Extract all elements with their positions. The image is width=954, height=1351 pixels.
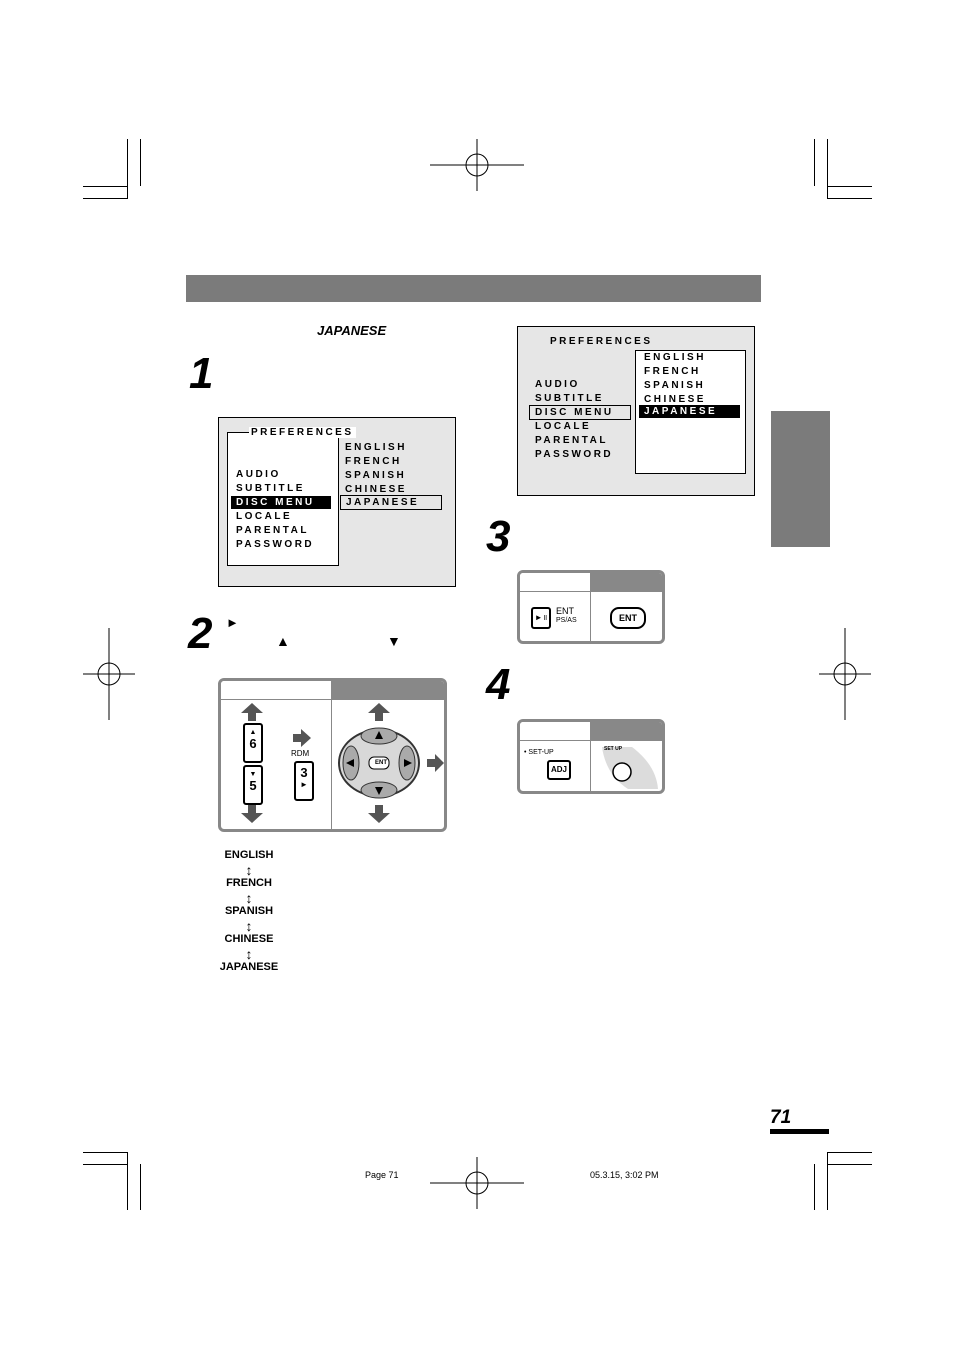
osd-item-password: PASSWORD [236,539,315,550]
osd-title: PREFERENCES [550,336,653,347]
chapter-side-tab [771,411,830,547]
osd-item-disc-menu: DISC MENU [529,405,631,420]
cycle-english: ENGLISH [224,849,274,861]
osd-item-subtitle: SUBTITLE [535,393,604,404]
up-arrow-icon [241,703,263,721]
setup-label: • SET-UP [524,749,554,756]
step-number-4: 4 [486,660,511,709]
osd-lang-japanese: JAPANESE [340,495,442,510]
intro-language-label: JAPANESE [317,323,387,338]
ent-button[interactable]: ENT [610,607,646,629]
osd-lang-french: FRENCH [345,456,402,467]
ps-as-label: PS/AS [556,617,577,624]
osd-item-locale: LOCALE [535,421,592,432]
footer-page-label: Page 71 [365,1170,399,1180]
down-arrow-icon [241,805,263,823]
cycle-arrow-icon: ↕ [245,890,253,906]
osd-item-parental: PARENTAL [535,435,608,446]
registration-mark-left [83,628,135,720]
play-pause-icon[interactable]: ►॥ [531,607,551,629]
registration-mark-top [430,139,524,191]
osd-lang-french: FRENCH [644,366,701,377]
cycle-japanese: JAPANESE [219,961,279,973]
cycle-arrow-icon: ↕ [245,946,253,962]
key-3-button[interactable]: 3 ► [294,761,314,801]
osd-lang-spanish: SPANISH [644,380,706,391]
osd-lang-japanese: JAPANESE [639,405,740,418]
cycle-arrow-icon: ↕ [245,918,253,934]
section-header-band [186,275,761,302]
osd-lang-spanish: SPANISH [345,470,407,481]
footer-timestamp: 05.3.15, 3:02 PM [590,1170,659,1180]
ent-label: ENT [375,760,387,766]
remote-panel-step2 [218,678,447,832]
key-3-label: 3 [300,765,308,780]
cycle-chinese: CHINESE [224,933,274,945]
up-arrow-icon: ▲ [276,633,290,649]
key-6-button[interactable]: ▲ 6 [243,723,263,763]
remote-panel-step4 [517,719,665,794]
osd-item-password: PASSWORD [535,449,614,460]
right-arrow-icon [293,729,311,747]
osd-lang-chinese: CHINESE [345,484,407,495]
osd-title: PREFERENCES [251,427,354,438]
adj-button[interactable]: ADJ [547,760,571,780]
step-number-3: 3 [486,512,511,561]
osd-item-disc-menu: DISC MENU [231,496,331,509]
rdm-label: RDM [291,749,310,758]
page-number: 71 [770,1107,792,1128]
registration-mark-right [819,628,871,720]
setup-button[interactable]: SET UP [604,746,623,752]
key-5-button[interactable]: ▼ 5 [243,765,263,805]
cycle-french: FRENCH [226,877,272,889]
key-6-label: 6 [249,736,257,751]
cycle-spanish: SPANISH [224,905,274,917]
osd-item-locale: LOCALE [236,511,293,522]
osd-lang-english: ENGLISH [644,352,706,363]
down-arrow-icon: ▼ [387,633,401,649]
remote-panel-step3 [517,570,665,644]
page-number-underline [770,1129,829,1134]
cycle-arrow-icon: ↕ [245,862,253,878]
right-arrow-icon: ► [226,615,239,630]
key-5-label: 5 [249,778,257,793]
osd-lang-chinese: CHINESE [644,394,706,405]
osd-item-parental: PARENTAL [236,525,309,536]
step-number-2: 2 [188,609,213,658]
osd-item-audio: AUDIO [535,379,580,390]
osd-menu-step1 [218,417,456,587]
osd-item-subtitle: SUBTITLE [236,483,305,494]
registration-mark-bottom [430,1157,524,1209]
osd-item-audio: AUDIO [236,469,281,480]
osd-lang-english: ENGLISH [345,442,407,453]
osd-menu-result [517,326,755,496]
step-number-1: 1 [189,349,214,398]
ent-label: ENT [556,606,574,616]
